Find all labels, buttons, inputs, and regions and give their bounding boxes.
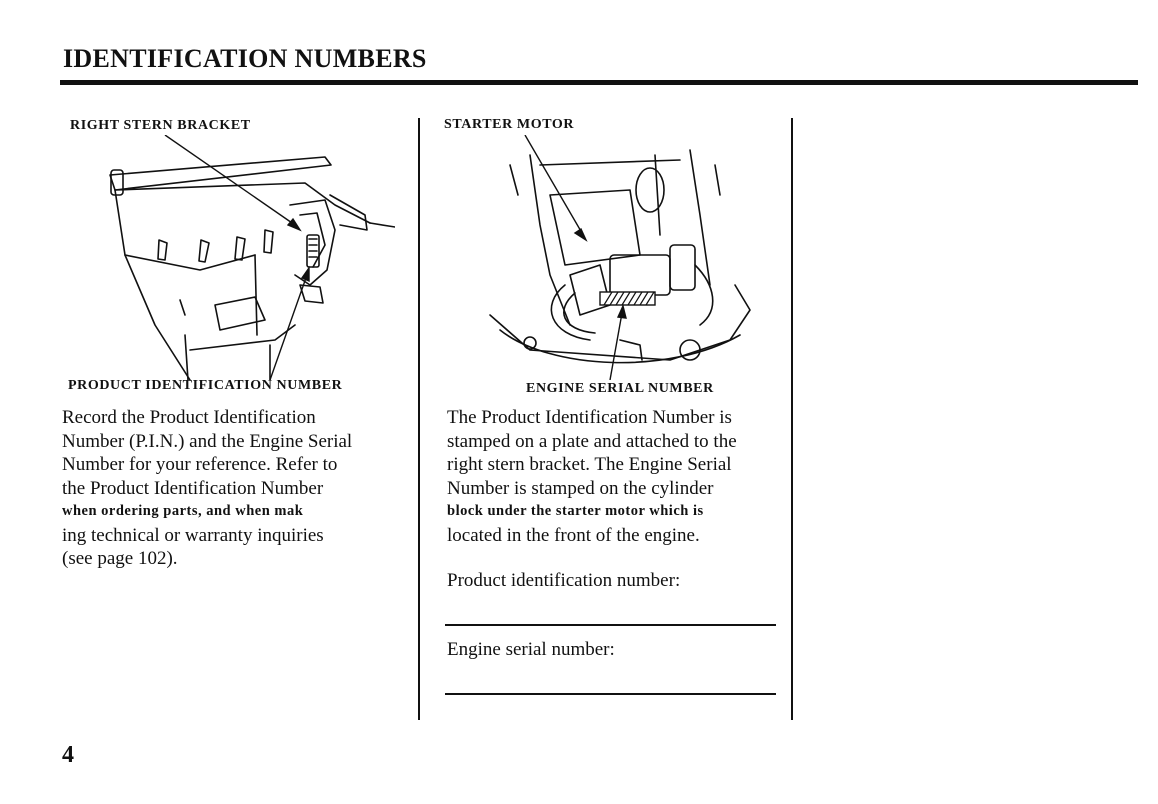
column-divider-right xyxy=(791,118,793,720)
label-starter-motor: STARTER MOTOR xyxy=(444,117,575,132)
left-paragraph-line: Number for your reference. Refer to xyxy=(62,454,338,475)
right-paragraph xyxy=(447,406,737,547)
left-paragraph-line: Record the Product Identification xyxy=(62,407,316,428)
label-product-identification-number: PRODUCT IDENTIFICATION NUMBER xyxy=(68,378,343,393)
starter-motor-illustration xyxy=(470,135,770,380)
right-paragraph-line: stamped on a plate and attached to the xyxy=(447,430,737,452)
right-paragraph-line: The Product Identification Number is xyxy=(447,407,732,428)
left-paragraph-line: the Product Identification Number xyxy=(62,477,324,499)
stern-bracket-illustration xyxy=(95,135,395,380)
right-paragraph-line: right stern bracket. The Engine Serial xyxy=(447,454,732,475)
title-rule xyxy=(60,80,1138,85)
pin-write-line[interactable] xyxy=(445,624,776,626)
esn-write-line[interactable] xyxy=(445,693,776,695)
left-paragraph-line: (see page 102). xyxy=(62,548,178,569)
right-paragraph-line: located in the front of the engine. xyxy=(447,524,700,546)
left-paragraph xyxy=(62,406,352,571)
column-divider-middle xyxy=(418,118,420,720)
right-paragraph-line: block under the starter motor which is xyxy=(447,503,704,519)
pin-field-label: Product identification number: xyxy=(447,570,681,591)
label-engine-serial-number: ENGINE SERIAL NUMBER xyxy=(526,381,714,396)
page-title: IDENTIFICATION NUMBERS xyxy=(63,44,427,73)
page-number: 4 xyxy=(62,742,74,768)
left-paragraph-line: when ordering parts, and when mak xyxy=(62,503,304,519)
esn-field-label: Engine serial number: xyxy=(447,639,615,660)
left-paragraph-line: ing technical or warranty inquiries xyxy=(62,524,324,546)
label-right-stern-bracket: RIGHT STERN BRACKET xyxy=(70,118,251,133)
left-paragraph-line: Number (P.I.N.) and the Engine Serial xyxy=(62,430,353,452)
right-paragraph-line: Number is stamped on the cylinder xyxy=(447,477,714,499)
